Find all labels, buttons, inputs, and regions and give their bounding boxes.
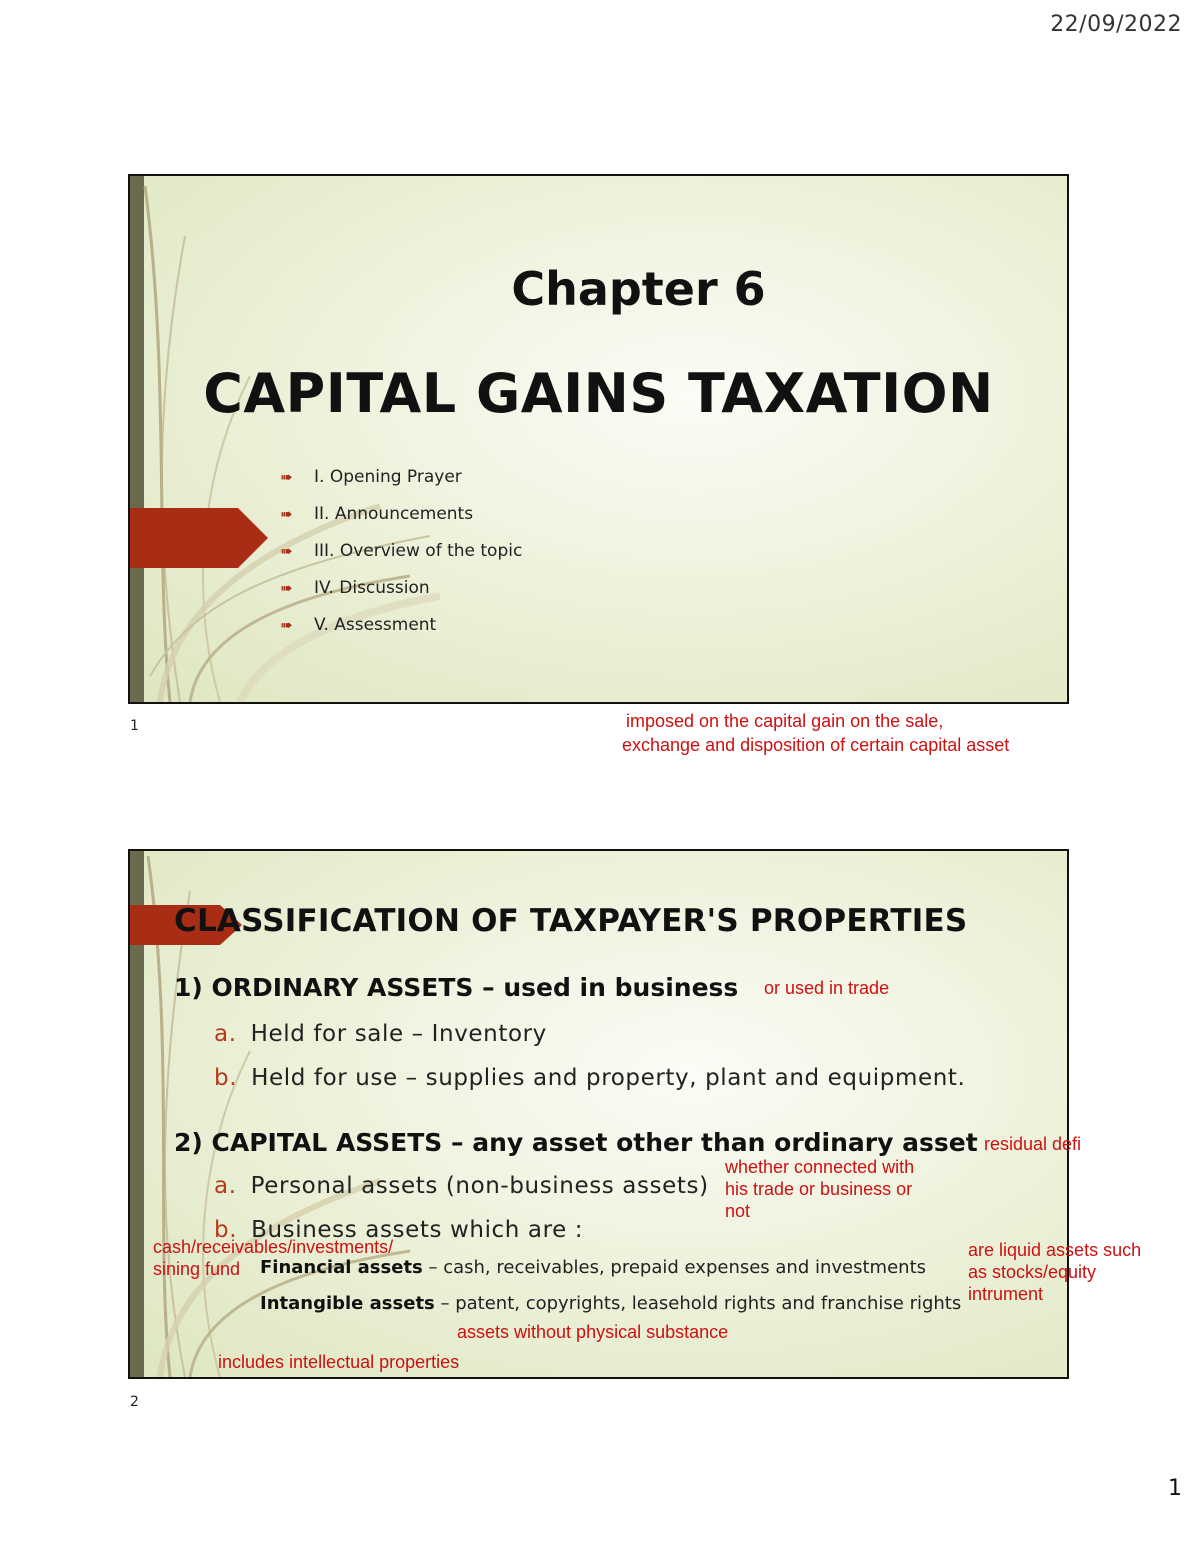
annotation-note: cash/receivables/investments/ sining fund bbox=[153, 1237, 394, 1279]
slide-number: 1 bbox=[130, 718, 139, 734]
slide-1 bbox=[128, 174, 1069, 704]
arrow-bullet-icon: ➠ bbox=[280, 542, 293, 560]
page-date: 22/09/2022 bbox=[1050, 12, 1182, 37]
agenda-item: ➠ I. Opening Prayer bbox=[280, 464, 522, 501]
arrow-bullet-icon: ➠ bbox=[280, 468, 293, 486]
annotation-note: includes intellectual properties bbox=[218, 1352, 460, 1372]
chapter-label: Chapter 6 bbox=[511, 262, 766, 316]
list-item: b. Business assets which are : bbox=[214, 1217, 584, 1243]
annotation-note: or used in trade bbox=[764, 978, 890, 998]
list-item: b. Held for use – supplies and property, plant and equipment. bbox=[214, 1065, 966, 1091]
page-number: 1 bbox=[1168, 1476, 1182, 1501]
annotation-note: whether connected with his trade or business or not bbox=[725, 1157, 915, 1221]
agenda-list bbox=[280, 464, 522, 649]
arrow-bullet-icon: ➠ bbox=[280, 505, 293, 523]
annotation-note: assets without physical substance bbox=[457, 1322, 729, 1342]
annotation-note: exchange and disposition of certain capital asset bbox=[622, 735, 1010, 755]
annotation-note: residual defi bbox=[984, 1134, 1082, 1154]
agenda-item: ➠ III. Overview of the topic bbox=[280, 538, 522, 575]
intangible-assets-line: Intangible assets – patent, copyrights, leasehold rights and franchise rights bbox=[260, 1293, 962, 1314]
arrow-bullet-icon: ➠ bbox=[280, 579, 293, 597]
agenda-item: ➠ IV. Discussion bbox=[280, 575, 522, 612]
list-item: a. Personal assets (non-business assets) bbox=[214, 1173, 709, 1199]
slide-title: CLASSIFICATION OF TAXPAYER'S PROPERTIES bbox=[174, 903, 968, 939]
slide-2 bbox=[128, 849, 1069, 1379]
agenda-item: ➠ II. Announcements bbox=[280, 501, 522, 538]
annotation-note: imposed on the capital gain on the sale, bbox=[626, 711, 944, 731]
slide-title: CAPITAL GAINS TAXATION bbox=[203, 362, 994, 425]
capital-assets-heading: 2) CAPITAL ASSETS – any asset other than ordinary asset bbox=[174, 1128, 978, 1157]
annotation-note: are liquid assets such as stocks/equity intrument bbox=[968, 1240, 1142, 1304]
arrow-bullet-icon: ➠ bbox=[280, 616, 293, 634]
financial-assets-line: Financial assets – cash, receivables, prepaid expenses and investments bbox=[260, 1257, 927, 1278]
slide-number: 2 bbox=[130, 1394, 139, 1410]
list-item: a. Held for sale – Inventory bbox=[214, 1021, 547, 1047]
ordinary-assets-heading: 1) ORDINARY ASSETS – used in business bbox=[174, 973, 739, 1002]
agenda-item: ➠ V. Assessment bbox=[280, 612, 522, 649]
accent-arrow-shape bbox=[130, 508, 268, 568]
